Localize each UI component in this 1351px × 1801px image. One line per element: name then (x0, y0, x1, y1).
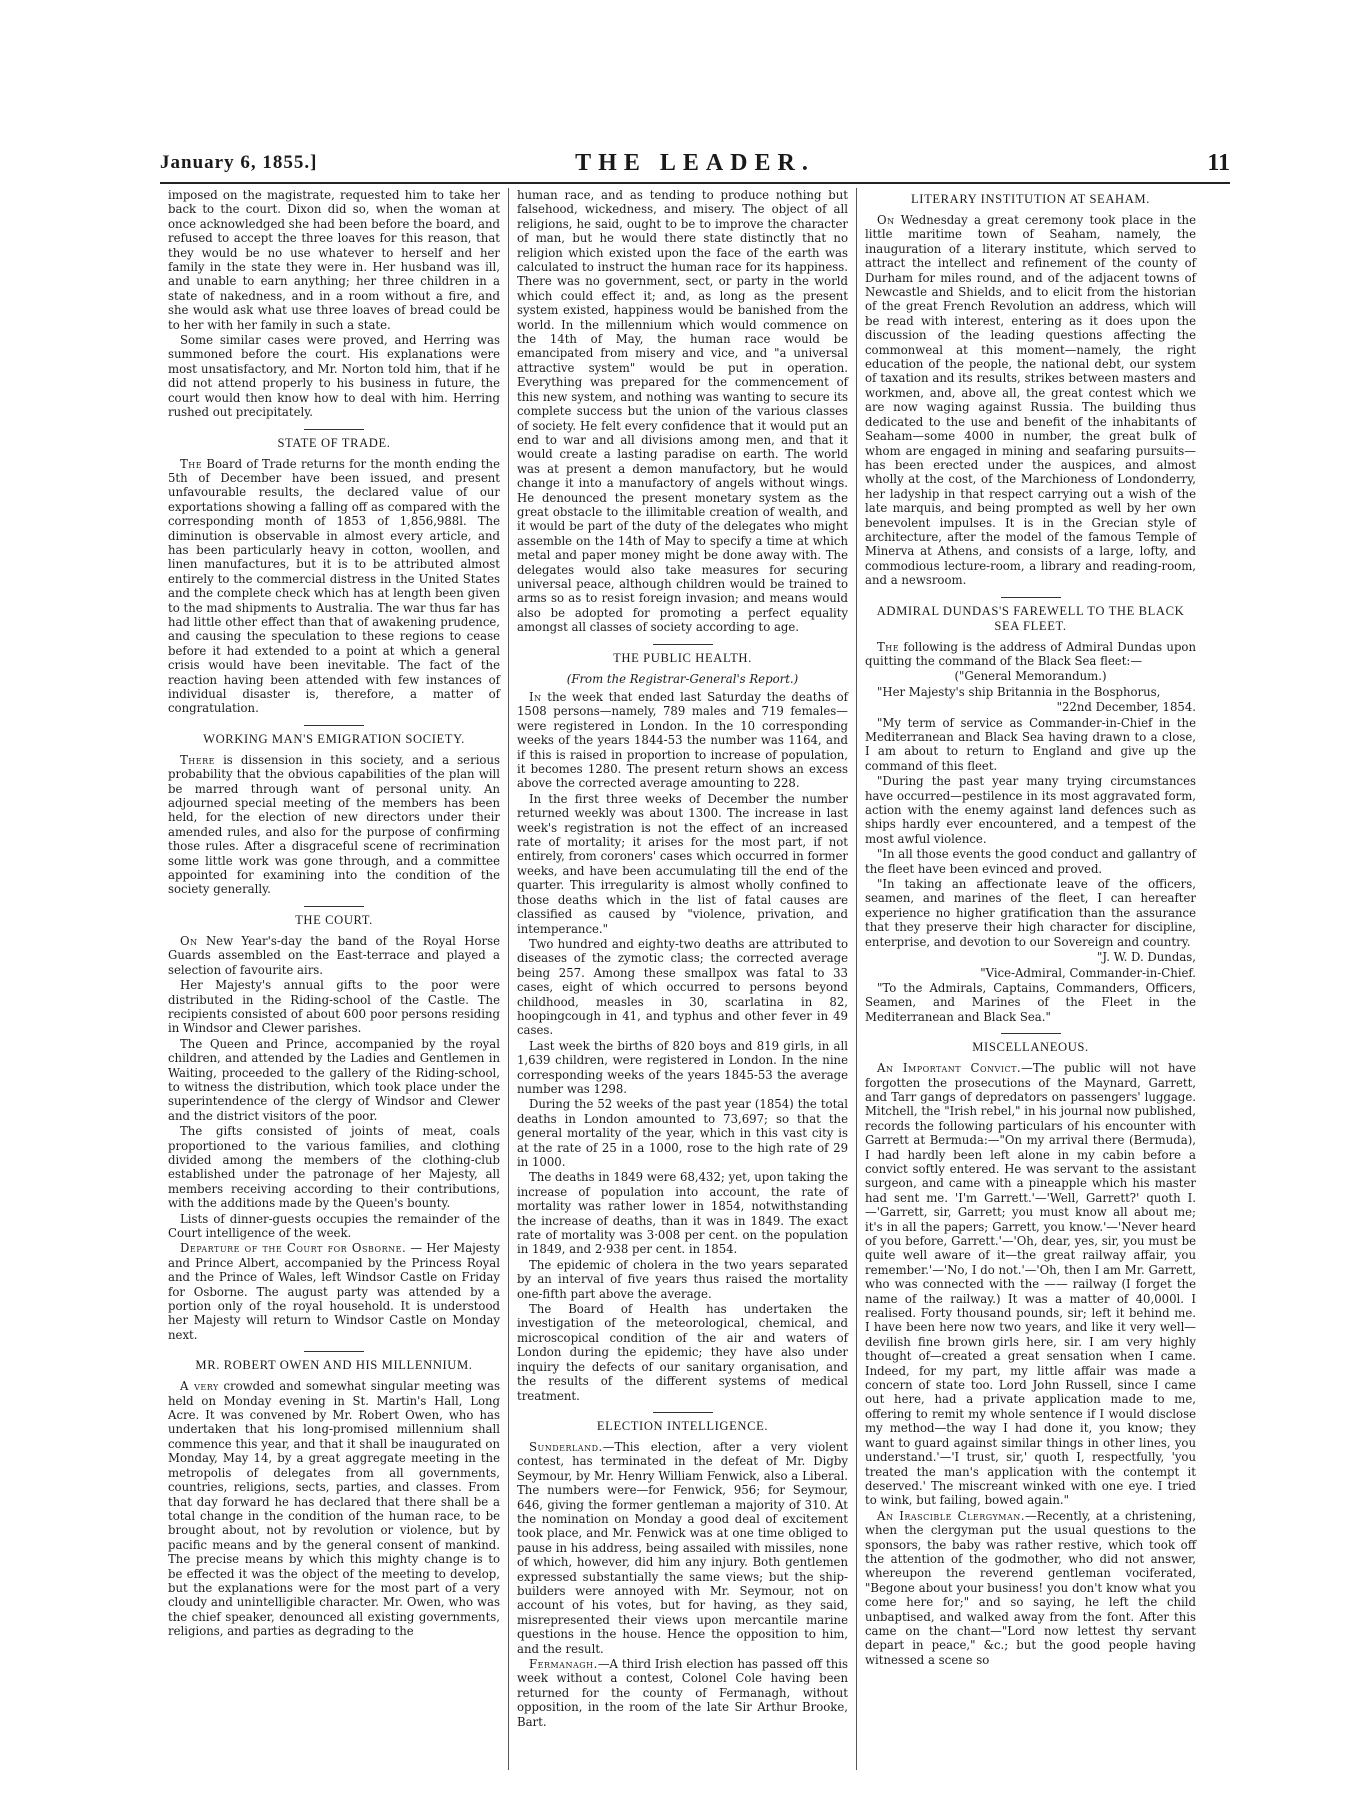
paragraph: In the first three weeks of December the number returned weekly was about 1300. The increase in last week's registration is not the effect of an increased rate of mortality; it arises for the most part, if not entirely, from coroners' cases which occurred in former weeks, and have been accumulating till the end of the quarter. This irregularity is almost wholly confined to those deaths which in the list of fatal causes are classified as caused by "violence, privation, and intemperance." (517, 791, 848, 936)
paragraph: The Queen and Prince, accompanied by the royal children, and attended by the Ladies and Gentlemen in Waiting, proceeded to the gallery of the Riding-school, to witness the distribution, which took place under the superintendence of the clergy of Windsor and Clewer and the district visitors of the poor. (168, 1036, 500, 1123)
section-divider (653, 1412, 713, 1413)
section-divider (304, 1351, 364, 1352)
paragraph: —The public will not have forgotten the prosecutions of the Maynard, Garrett, and Tarr gangs of depredators on passengers' luggage. Mitchell, the "Irish rebel," in his journal now published, records the following particulars of his encounter with Garrett at Bermuda:—"On my arrival there (Bermuda), I had hardly been left alone in my cabin before a convict softly entered. He was servant to the assistant surgeon, and came with a pineapple which his master had sent me. 'I'm Garrett.'—'Well, Garrett?' quoth I.—'Garrett, sir, Garrett; you must know all about me; it's in all the papers; Garrett, you know.'—'Never heard of you before, Garrett.'—'Oh, dear, yes, sir, you must be quite well aware of it—the great railway affair, you remember.'—'No, I do not.'—'Oh, then I am Mr. Garrett, who was connected with the —— railway (I forget the name of the railway.) It was a matter of 40,000l. I realised. Forty thousand pounds, sir; left it behind me. I have been here now two years, and like it very well—devilish fine brown girls here, sir. I am very highly thought of—created a great sensation when I came. Indeed, for my part, my little affair was made a concern of state too. Lord John Russell, since I came out here, had a private application made to me, offering to remit my whole sentence if I would disclose my method—the way I had done it, you know; they want to guard against similar things in other lines, you understand.'—'I trust, sir,' quoth I, respectfully, 'you treated the man's application with the contempt it deserved.' The miscreant winked with one eye. I tried to wink, but failing, bowed again." (865, 1061, 1196, 1508)
lead-word: In (529, 690, 542, 704)
paragraph: Some similar cases were proved, and Herring was summoned before the court. His explanations were most unsatisfactory, and Mr. Norton told him, that if he did not attend properly to his business in future, the court would then know how to deal with him. Herring rushed out precipitately. (168, 333, 500, 420)
address-line: "To the Admirals, Captains, Commanders, Officers, Seamen, and Marines of the Fleet in the Mediterranean and Black Sea." (865, 980, 1196, 1024)
paragraph: Board of Trade returns for the month ending the 5th of December have been issued, and present unfavourable results, the declared value of our exportations showing a falling off as compared with the corresponding month of 1853 of 1,856,988l. The diminution is observable in almost every article, and has been particularly heavy in cotton, woollen, and linen manufactures, but it is to be attributed almost entirely to the commercial distress in the United States and the complete check which has at length been given to the mad shipments to Australia. The war thus far has had little other effect than that of awakening prudence, and causing the speculation to these regions to cease before it had extended to a point at which a general crisis would have been inevitable. The fact of the reaction having been attended with few instances of individual disaster is, therefore, a matter of congratulation. (168, 456, 500, 716)
lead-word: Departure of the Court for Osborne. (180, 1241, 407, 1256)
lead-word: An Irascible Clergyman. (877, 1508, 1025, 1523)
page-number: 11 (1207, 150, 1230, 176)
paragraph: imposed on the magistrate, requested him to take her back to the court. Dixon did so, when the woman at once acknowledged she had been before the board, and refused to accept the three loaves for this reason, that they would be no use whatever to herself and her family in the state they were in. Her husband was ill, and unable to earn anything; her three children in a state of nakedness, and in a room without a fire, and she would ask what use three loaves of bread could be to her with her family in such a state. (168, 188, 500, 332)
paragraph: —A third Irish election has passed off this week without a contest, Colonel Cole having been returned for the county of Fermanagh, without opposition, in the room of the late Sir Arthur Brooke, Bart. (517, 1657, 848, 1729)
section-divider (1001, 597, 1061, 598)
paragraph: "During the past year many trying circumstances have occurred—pestilence in its most aggravated form, action with the enemy against land defences such as ships hardly ever encountered, and a tempest of the most awful violence. (865, 774, 1196, 846)
heading-emigration-society: WORKING MAN'S EMIGRATION SOCIETY. (203, 731, 465, 746)
paragraph: following is the address of Admiral Dundas upon quitting the command of the Black Sea fleet:— (865, 639, 1196, 668)
lead-word: There (180, 752, 215, 767)
heading-election: ELECTION INTELLIGENCE. (596, 1418, 769, 1433)
paragraph: is dissension in this society, and a serious probability that the obvious capabilities of the plan will be marred through want of personal unity. An adjourned special meeting of the members has been held, for the election of new directors under their amended rules, and also for the purpose of confirming those rules. After a disgraceful scene of recrimination some little work was gone through, and a committee appointed for examining into the condition of the society generally. (168, 752, 500, 897)
section-divider (304, 906, 364, 907)
paragraph: The epidemic of cholera in the two years separated by an interval of five years thus raised the mortality one-fifth part above the average. (517, 1257, 848, 1301)
paragraph: Lists of dinner-guests occupies the remainder of the Court intelligence of the week. (168, 1211, 500, 1240)
paragraph: "My term of service as Commander-in-Chief in the Mediterranean and Black Sea having drawn to a close, I am about to return to England and give up the command of this fleet. (865, 715, 1196, 773)
heading-public-health: THE PUBLIC HEALTH. (613, 650, 752, 665)
issue-date: January 6, 1855.] (160, 152, 318, 173)
subheading-registrar: (From the Registrar-General's Report.) (566, 671, 799, 686)
section-divider (653, 644, 713, 645)
ship-line: "Her Majesty's ship Britannia in the Bosphorus, (877, 684, 1161, 699)
section-divider (1001, 1033, 1061, 1034)
lead-word: A very (180, 1379, 219, 1394)
paragraph: —Recently, at a christening, when the clergyman put the usual questions to the sponsors, the baby was rather restive, which took off the attention of the godmother, who did not answer, whereupon the reverend gentleman vociferated, "Begone about your business! you don't know what you come here for;" and so saying, he left the child unbaptised, and walked away from the font. After this came on the chant—"Lord now lettest thy servant depart in peace," &c.; but the good people having witnessed a scene so (865, 1508, 1196, 1667)
heading-miscellaneous: MISCELLANEOUS. (972, 1040, 1089, 1055)
paragraph: The gifts consisted of joints of meat, coals proportioned to the various families, and clothing divided among the members of the clothing-club established under the patronage of her Majesty, all members receiving according to their contributions, with the additions made by the Queen's bounty. (168, 1124, 500, 1211)
section-divider (304, 429, 364, 430)
paragraph: Her Majesty's annual gifts to the poor were distributed in the Riding-school of the Castle. The recipients consisted of about 600 poor persons residing in Windsor and Clewer parishes. (168, 978, 500, 1036)
newspaper-title: THE LEADER. (575, 150, 815, 176)
memo-title: ("General Memorandum.) (954, 669, 1107, 684)
column-2 (508, 188, 856, 1770)
paragraph: The Board of Health has undertaken the investigation of the meteorological, chemical, and microscopical condition of the air and waters of London during the epidemic; they have also under inquiry the defects of our sanitary organisation, and the results of the different systems of medical treatment. (517, 1302, 848, 1403)
section-divider (304, 725, 364, 726)
newspaper-page (160, 150, 1230, 1770)
paragraph: — Her Majesty and Prince Albert, accompanied by the Princess Royal and the Prince of Wales, left Windsor Castle on Friday for Osborne. The august party was attended by a portion only of the royal household. It is understood her Majesty will return to Windsor Castle on Monday next. (168, 1241, 500, 1342)
paragraph: "In all those events the good conduct and gallantry of the fleet have been evinced and proved. (865, 847, 1196, 876)
signature-name: "J. W. D. Dundas, (1097, 950, 1196, 965)
paragraph: The deaths in 1849 were 68,432; yet, upon taking the increase of population into account, the rate of mortality was rather lower in 1854, notwithstanding the increase of deaths, than it was in 1849. The exact rate of mortality was 3·008 per cent. on the population in 1849, and 2·938 per cent. in 1854. (517, 1170, 848, 1257)
paragraph: Last week the births of 820 boys and 819 girls, in all 1,639 children, were registered in London. In the nine corresponding weeks of the years 1845-53 the average number was 1298. (517, 1038, 848, 1096)
lead-word: An Important Convict. (877, 1061, 1022, 1076)
column-3 (856, 188, 1204, 1770)
lead-word: The (180, 456, 203, 471)
heading-robert-owen: MR. ROBERT OWEN AND HIS MILLENNIUM. (195, 1358, 473, 1373)
paragraph: Two hundred and eighty-two deaths are attributed to diseases of the zymotic class; the corrected average being 257. Among these smallpox was fatal to 33 cases, eight of which occurred to persons beyond childhood, measles in 30, scarlatina in 82, hoopingcough in 41, and typhus and other fever in 49 cases. (517, 936, 848, 1038)
paragraph: human race, and as tending to produce nothing but falsehood, wickedness, and misery. The object of all religions, he said, ought to be to improve the character of man, but he would there state distinctly that no religion which existed upon the face of the earth was calculated to instruct the human race for its happiness. There was no government, sect, or party in the world which could effect it; and, as long as the present system existed, happiness would be banished from the world. In the millennium which would commence on the 14th of May, the human race would be emancipated from misery and vice, and "a universal attractive system" would be put in operation. Everything was prepared for the commencement of this new system, and nothing was wanting to secure its complete success but the union of the various classes of society. He felt every confidence that it would put an end to war and all divisions among men, and that it would create a lasting paradise on earth. The world was at present a demon manufactory, but he would change it into a manufactory of angels without wings. He denounced the present monetary system as the great obstacle to the illimitable creation of wealth, and it would be part of the duty of the delegates who might assemble on the 14th of May to specify a time at which metal and paper money might be done away with. The delegates would also take measures for securing universal peace, although children would be trained to arms so as to resist foreign invasion; and means would also be adopted for promoting a perfect equality amongst all classes of society according to age. (517, 188, 848, 635)
columns (160, 188, 1230, 1770)
signature-title: "Vice-Admiral, Commander-in-Chief. (980, 965, 1196, 980)
paragraph: the week that ended last Saturday the deaths of 1508 persons—namely, 789 males and 719 females—were registered in London. In the 10 corresponding weeks of the years 1844-53 the number was 1164, and if this is raised in proportion to increase of population, it becomes 1280. The present return shows an excess above the corrected average amounting to 228. (517, 690, 848, 791)
lead-word: On (180, 933, 198, 948)
paragraph: During the 52 weeks of the past year (1854) the total deaths in London amounted to 73,697; so that the general mortality of the year, which in this vast city is at the rate of 25 in a 1000, rose to the high rate of 29 in 1000. (517, 1097, 848, 1169)
lead-word: Sunderland. (529, 1439, 603, 1454)
masthead (160, 150, 1230, 184)
heading-state-of-trade: STATE OF TRADE. (277, 435, 391, 450)
paragraph: Wednesday a great ceremony took place in the little maritime town of Seaham, namely, the inauguration of a literary institute, which served to attract the intellect and refinement of the county of Durham for miles round, and of the adjacent towns of Newcastle and Shields, and to elicit from the historian of the great French Revolution an address, which will be read with interest, entering as it does upon the discussion of the leading questions affecting the commonweal at this moment—namely, the right education of the people, the national debt, our system of taxation and its results, strikes between masters and workmen, and, above all, the great contest which we are now waging against Russia. The building thus dedicated to the use and benefit of the inhabitants of Seaham—some 4000 in number, the great bulk of whom are engaged in mining and seafaring pursuits—has been erected under the auspices, and almost wholly at the cost, of the Marchioness of Londonderry, her ladyship in that respect carrying out a wish of the late marquis, and being prompted as well by her own benevolent impulses. It is in the Grecian style of architecture, after the model of the famous Temple of Minerva at Athens, and consists of a large, lofty, and commodious lecture-room, a library and reading-room, and a newsroom. (865, 213, 1196, 588)
paragraph: —This election, after a very violent contest, has terminated in the defeat of Mr. Digby Seymour, by Mr. Henry William Fenwick, also a Liberal. The numbers were—for Fenwick, 956; for Seymour, 646, giving the former gentleman a majority of 310. At the nomination on Monday a good deal of excitement took place, and Mr. Fenwick was at one time obliged to pause in his address, being assailed with missiles, none of which, however, did him any injury. Both gentlemen expressed substantially the same views; but the ship-builders were annoyed with Mr. Seymour, not on account of his votes, but for having, as they said, misrepresented their views upon mercantile marine questions in the house. Hence the opposition to him, and the result. (517, 1439, 848, 1656)
column-1 (160, 188, 508, 1770)
paragraph: "In taking an affectionate leave of the officers, seamen, and marines of the fleet, I can hereafter experience no higher gratification than the assurance that they preserve their high character for discipline, enterprise, and devotion to our Sovereign and country. (865, 877, 1196, 949)
paragraph: New Year's-day the band of the Royal Horse Guards assembled on the East-terrace and played a selection of favourite airs. (168, 933, 500, 977)
lead-word: Fermanagh. (529, 1657, 598, 1671)
heading-the-court: THE COURT. (295, 912, 373, 927)
lead-word: The (877, 639, 900, 654)
heading-admiral-dundas: ADMIRAL DUNDAS'S FAREWELL TO THE BLACK SEA FLEET. (876, 603, 1185, 633)
lead-word: On (877, 213, 895, 227)
paragraph: crowded and somewhat singular meeting was held on Monday evening in St. Martin's Hall, Long Acre. It was convened by Mr. Robert Owen, who has undertaken that his long-promised millennium shall commence this year, and that it shall be inaugurated on Monday, May 14, by a great aggregate meeting in the metropolis of delegates from all governments, countries, religions, sects, parties, and classes. From that day forward he has declared that there shall be a total change in the condition of the human race, to be brought about, not by revolution or violence, but by pacific means and by the general consent of mankind. The precise means by which this mighty change is to be effected it was the object of the meeting to develop, but the explanations were for the most part of a very cloudy and unintelligible character. Mr. Owen, who was the chief speaker, denounced all existing governments, religions, and parties as degrading to the (168, 1379, 500, 1639)
heading-literary-institution: LITERARY INSTITUTION AT SEAHAM. (911, 192, 1150, 206)
memo-date: "22nd December, 1854. (1056, 700, 1196, 715)
